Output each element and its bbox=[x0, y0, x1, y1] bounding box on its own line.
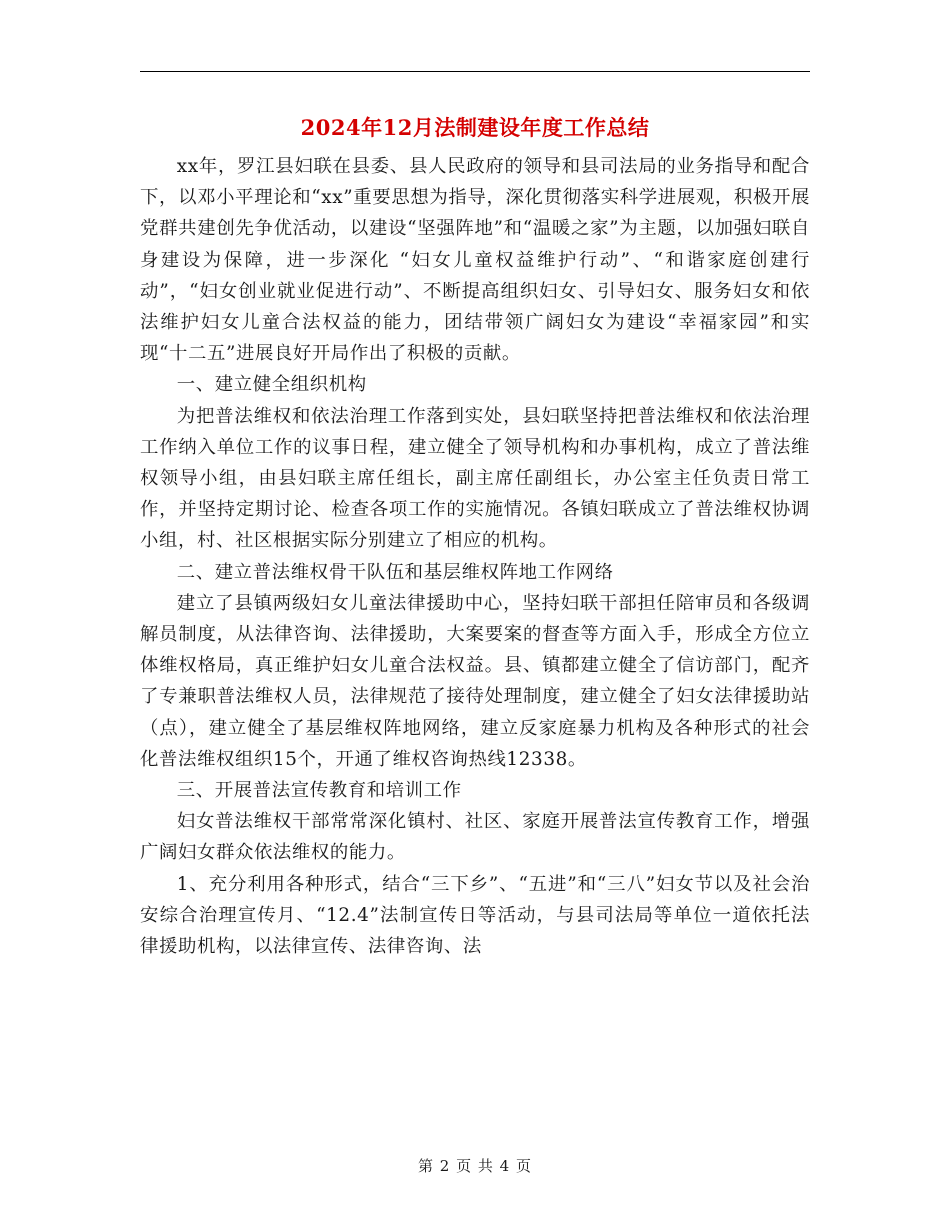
page-footer bbox=[0, 1155, 950, 1176]
section-3-paragraph: 妇女普法维权干部常常深化镇村、社区、家庭开展普法宣传教育工作，增强广阔妇女群众依法维权的能力。 bbox=[140, 811, 810, 864]
header-rule bbox=[140, 71, 810, 72]
section-heading-2: 二、建立普法维权骨干队伍和基层维权阵地工作网络 bbox=[176, 561, 614, 583]
document-title: 2024年12月法制建设年度工作总结 bbox=[300, 115, 650, 140]
intro-paragraph: xx年，罗江县妇联在县委、县人民政府的领导和县司法局的业务指导和配合下，以邓小平理论和“xx”重要思想为指导，深化贯彻落实科学进展观，积极开展党群共建创先争优活动，以建设“坚强阵地”和“温暖之家”为主题，以加强妇联自身建设为保障，进一步深化 “妇女儿童权益维护行动”、“和谐家庭创建行动”，“妇女创业就业促进行动”、不断提高组织妇女、引导妇女、服务妇女和依法维护妇女儿童合法权益的能力，团结带领广阔妇女为建设“幸福家园”和实现“十二五”进展良好开局作出了积极的贡献。 bbox=[140, 156, 810, 365]
page-number-label: 第 2 页 共 4 页 bbox=[418, 1157, 532, 1175]
section-heading-1: 一、建立健全组织机构 bbox=[176, 374, 367, 396]
document-body bbox=[140, 151, 810, 962]
section-2-paragraph: 建立了县镇两级妇女儿童法律援助中心，坚持妇联干部担任陪审员和各级调解员制度，从法律咨询、法律援助，大案要案的督查等方面入手，形成全方位立体维权格局，真正维护妇女儿童合法权益。县、镇都建立健全了信访部门，配齐了专兼职普法维权人员，法律规范了接待处理制度，建立健全了妇女法律援助站（点），建立健全了基层维权阵地网络，建立反家庭暴力机构及各种形式的社会化普法维权组织15个，开通了维权咨询热线12338。 bbox=[140, 592, 810, 770]
section-1-paragraph: 为把普法维权和依法治理工作落到实处，县妇联坚持把普法维权和依法治理工作纳入单位工作的议事日程，建立健全了领导机构和办事机构，成立了普法维权领导小组，由县妇联主席任组长，副主席任副组长，办公室主任负责日常工作，并坚持定期讨论、检查各项工作的实施情况。各镇妇联成立了普法维权协调小组，村、社区根据实际分别建立了相应的机构。 bbox=[140, 405, 810, 552]
section-heading-3: 三、开展普法宣传教育和培训工作 bbox=[176, 780, 462, 802]
section-3-item-1: 1、充分利用各种形式，结合“三下乡”、“五进”和“三八”妇女节以及社会治安综合治理宣传月、“12.4”法制宣传日等活动，与县司法局等单位一道依托法律援助机构，以法律宣传、法律咨询、法 bbox=[140, 873, 810, 958]
